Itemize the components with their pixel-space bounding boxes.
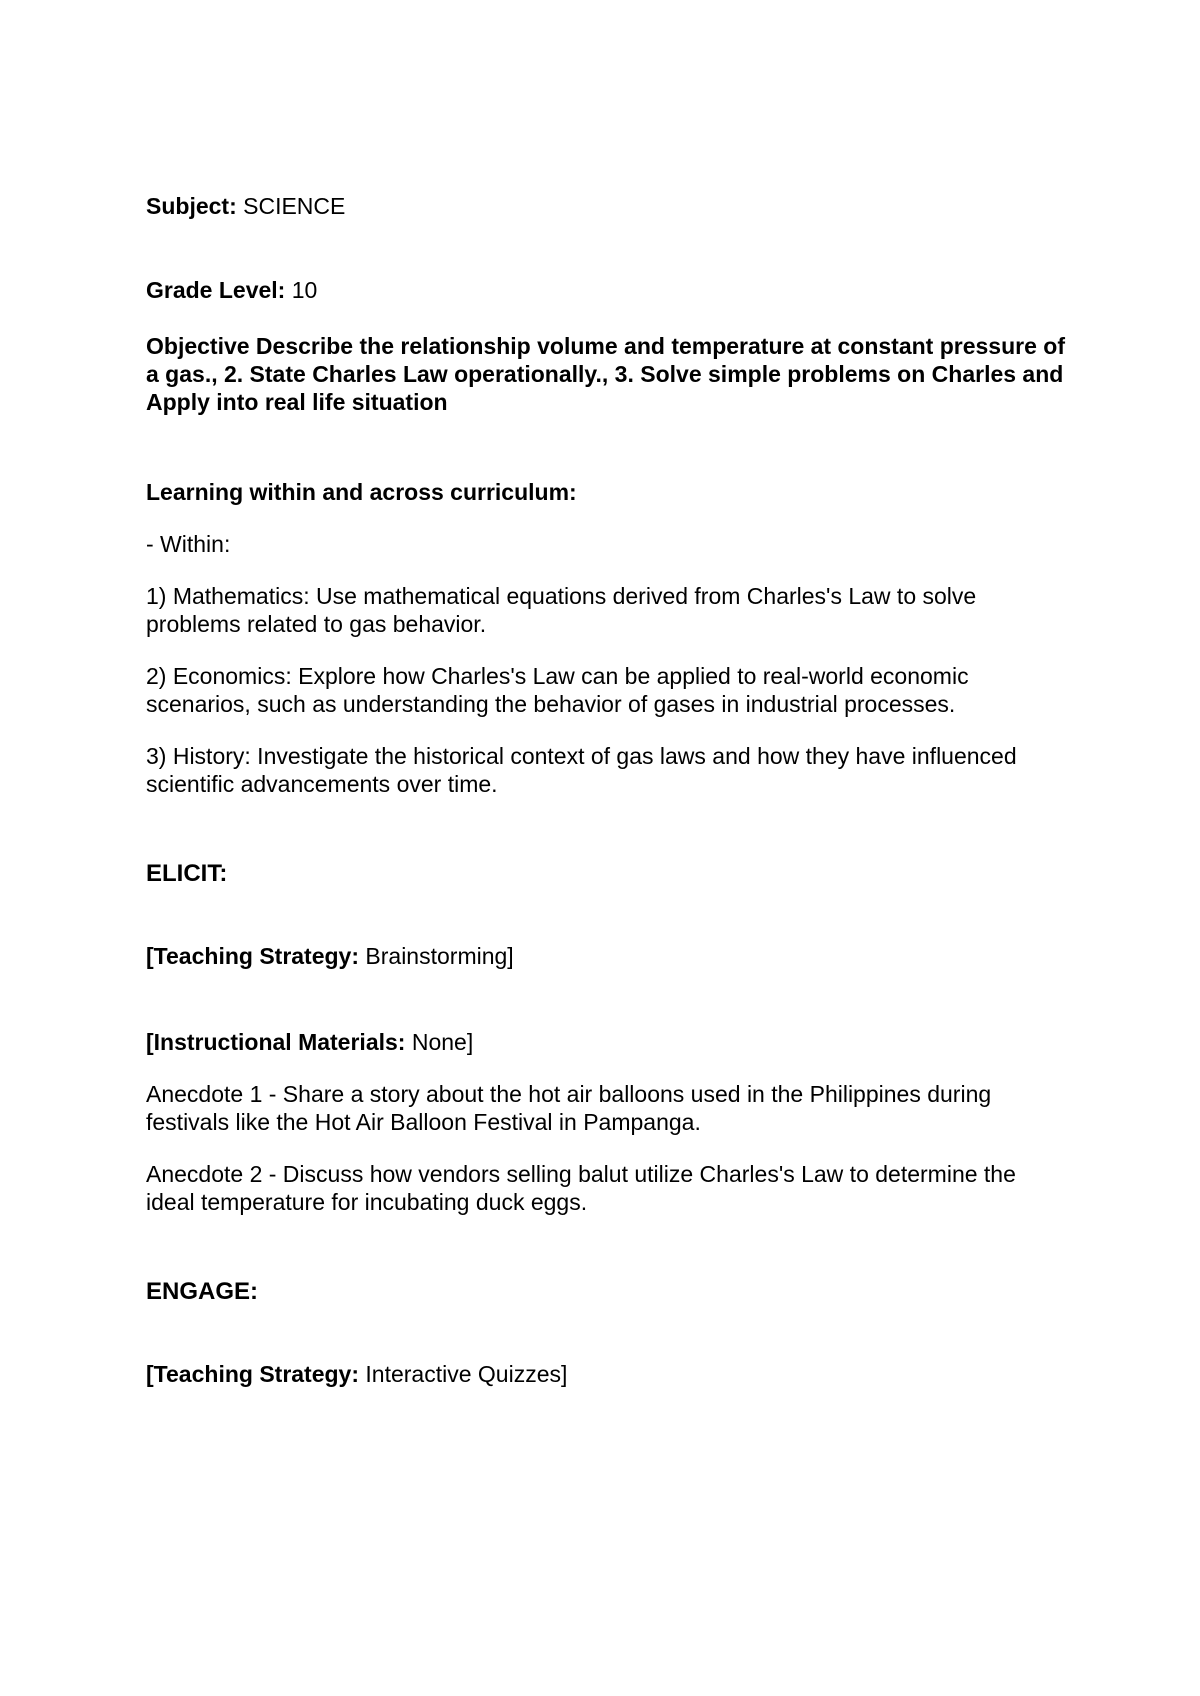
subject-value: SCIENCE xyxy=(243,193,346,219)
elicit-teaching-strategy xyxy=(146,942,1066,970)
engage-teaching-strategy xyxy=(146,1360,1066,1388)
grade-level-value: 10 xyxy=(291,277,318,303)
objective-paragraph: Objective Describe the relationship volume and temperature at constant pressure of a gas., 2. State Charles Law operationally., 3. Solve simple problems on Charles and Apply into real life situation xyxy=(146,333,1065,415)
engage-strategy-open-bracket: [ xyxy=(146,1361,154,1387)
engage-heading: ENGAGE: xyxy=(146,1278,259,1305)
elicit-heading: ELICIT: xyxy=(146,860,228,887)
grade-level-label: Grade Level: xyxy=(146,277,286,303)
elicit-instructional-materials xyxy=(146,1028,1066,1056)
anecdote-2: Anecdote 2 - Discuss how vendors selling balut utilize Charles's Law to determine the ideal temperature for incubating duck eggs. xyxy=(146,1161,1016,1215)
anecdote-1: Anecdote 1 - Share a story about the hot air balloons used in the Philippines during festivals like the Hot Air Balloon Festival in Pampanga. xyxy=(146,1081,992,1135)
engage-strategy-value: Interactive Quizzes xyxy=(365,1361,561,1387)
elicit-strategy-close-bracket: ] xyxy=(507,943,514,969)
elicit-materials-close-bracket: ] xyxy=(466,1029,474,1055)
elicit-materials-label: Instructional Materials: xyxy=(153,1029,406,1055)
elicit-strategy-value: Brainstorming xyxy=(365,943,508,969)
grade-level-line xyxy=(146,276,1066,304)
elicit-materials-value: None xyxy=(411,1029,467,1055)
elicit-strategy-label: Teaching Strategy: xyxy=(153,943,360,969)
engage-strategy-label: Teaching Strategy: xyxy=(153,1361,360,1387)
engage-strategy-close-bracket: ] xyxy=(561,1361,568,1387)
learning-item-economics: 2) Economics: Explore how Charles's Law can be applied to real-world economic scenarios, such as understanding the behavior of gases in industrial processes. xyxy=(146,663,969,717)
elicit-strategy-open-bracket: [ xyxy=(146,943,154,969)
subject-label: Subject: xyxy=(146,193,237,219)
learning-item-history: 3) History: Investigate the historical context of gas laws and how they have influenced scientific advancements over time. xyxy=(146,743,1017,797)
document-body xyxy=(146,192,1066,1388)
subject-line xyxy=(146,192,1066,220)
learning-heading: Learning within and across curriculum: xyxy=(146,479,577,505)
elicit-materials-open-bracket: [ xyxy=(146,1029,154,1055)
learning-item-mathematics: 1) Mathematics: Use mathematical equations derived from Charles's Law to solve problems related to gas behavior. xyxy=(146,583,977,637)
within-label: - Within: xyxy=(146,531,231,557)
